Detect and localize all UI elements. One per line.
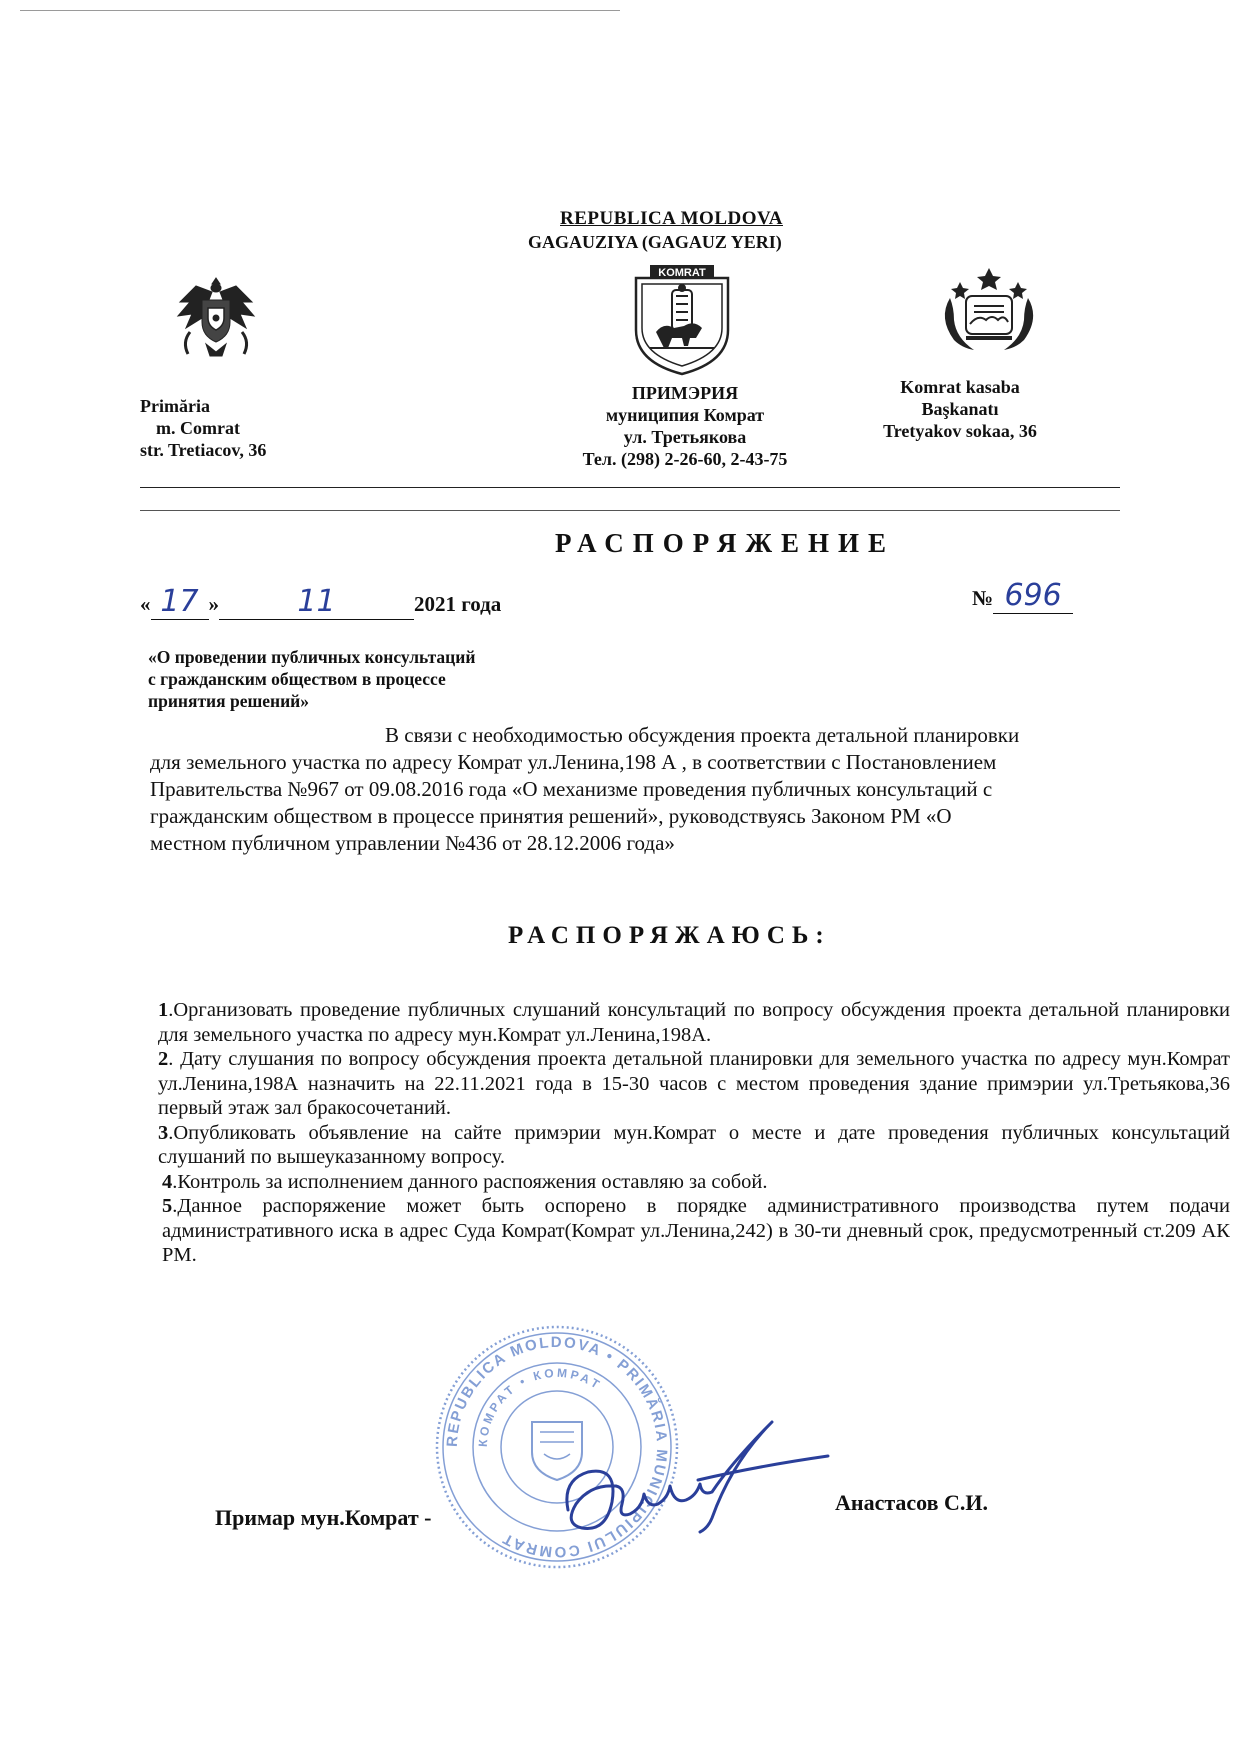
document-subject xyxy=(148,646,475,712)
center-address-line: муниципия Комрат xyxy=(605,405,765,425)
item-number: 4 xyxy=(162,1170,173,1193)
handwritten-signature xyxy=(548,1420,848,1550)
item-text: .Опубликовать объявление на сайте примэрии мун.Комрат о месте и дате проведения публичных консультаций слушаний по вышеуказанному вопросу. xyxy=(158,1121,1230,1168)
region-heading: GAGAUZIYA (GAGAUZ YERI) xyxy=(528,232,782,252)
right-address-line: Başkanatı xyxy=(921,399,999,419)
moldova-coat-of-arms-icon xyxy=(168,272,264,364)
subject-line: принятия решений» xyxy=(148,691,310,711)
document-title: РАСПОРЯЖЕНИЕ xyxy=(555,528,896,558)
decree-item xyxy=(158,1047,1230,1121)
item-text: .Данное распоряжение может быть оспорено в порядке административного производства путем подачи административного иска в адрес Суда Комрат(Комрат ул.Ленина,242) в 30-ти дневный срок, предусмотренный ст.209 АК РМ. xyxy=(162,1195,1230,1266)
number-label: № xyxy=(972,586,994,610)
preamble-line: для земельного участка по адресу Комрат ул.Ленина,198 А , в соответствии с Постановлением xyxy=(150,750,997,774)
subject-line: с гражданским обществом в процессе xyxy=(148,669,446,689)
item-number: 2 xyxy=(158,1048,169,1070)
decree-heading: РАСПОРЯЖАЮСЬ: xyxy=(508,922,831,949)
header-divider xyxy=(140,510,1120,511)
item-number: 1 xyxy=(158,999,169,1021)
item-text: .Организовать проведение публичных слушаний консультаций по вопросу обсуждения проекта детальной планировки для земельного участка по адресу мун.Комрат ул.Ленина,198А. xyxy=(158,999,1230,1046)
preamble-line: местном публичном управлении №436 от 28.12.2006 года» xyxy=(150,831,675,855)
date-month: 11 xyxy=(297,584,336,619)
decree-item xyxy=(158,1170,1230,1195)
number-value: 696 xyxy=(1004,578,1062,613)
date-year: 2021 года xyxy=(414,592,502,616)
right-address-block xyxy=(860,376,1060,442)
preamble-line: гражданским обществом в процессе принятия решений», руководствуясь Законом РМ «О xyxy=(150,804,952,828)
document-number xyxy=(972,578,1073,614)
header-divider xyxy=(140,487,1120,488)
gagauzia-emblem-icon xyxy=(930,262,1048,354)
subject-line: «О проведении публичных консультаций xyxy=(148,647,476,667)
left-address-line: Primăria xyxy=(140,396,210,416)
item-number: 5 xyxy=(162,1195,173,1217)
decree-item xyxy=(158,1194,1230,1268)
stamp-outer-text: REPUBLICA MOLDOVA • PRIMĂRIA MUNICIPIULUI COMRAT xyxy=(443,1333,671,1561)
left-address-line: str. Tretiacov, 36 xyxy=(140,440,267,460)
document-date xyxy=(140,584,501,620)
date-close-quote: » xyxy=(208,592,219,616)
center-address-line: ПРИМЭРИЯ xyxy=(631,383,739,403)
preamble-line: Правительства №967 от 09.08.2016 года «О механизме проведения публичных консультаций с xyxy=(150,777,993,801)
right-address-line: Komrat kasaba xyxy=(900,377,1020,397)
center-address-line: Тел. (298) 2-26-60, 2-43-75 xyxy=(582,449,788,469)
emblem-label: KOMRAT xyxy=(658,267,706,279)
date-open-quote: « xyxy=(140,592,151,616)
item-number: 3 xyxy=(158,1121,169,1144)
preamble-paragraph xyxy=(150,722,1210,857)
preamble-line: В связи с необходимостью обсуждения проекта детальной планировки xyxy=(385,723,1020,747)
left-address-block xyxy=(140,395,266,461)
right-address-line: Tretyakov sokaa, 36 xyxy=(883,421,1037,441)
decree-item xyxy=(158,1121,1230,1170)
left-address-line: m. Comrat xyxy=(156,418,240,438)
item-text: . Дату слушания по вопросу обсуждения проекта детальной планировки для земельного участка по адресу мун.Комрат ул.Ленина,198А назначить на 22.11.2021 года в 15-30 часов с местом проведения здание примэрии ул.Третьякова,36 первый этаж зал бракосочетаний. xyxy=(158,1048,1230,1119)
country-heading: REPUBLICA MOLDOVA xyxy=(560,208,783,229)
stamp-inner-text: КОМРАТ • КОМРАТ xyxy=(475,1365,605,1448)
komrat-emblem-icon xyxy=(632,262,732,376)
center-address-block xyxy=(550,382,820,470)
decree-items xyxy=(158,998,1230,1268)
center-address-line: ул. Третьякова xyxy=(623,427,747,447)
decree-item xyxy=(158,998,1230,1047)
signatory-role: Примар мун.Комрат - xyxy=(215,1505,432,1530)
scan-edge-line xyxy=(20,10,620,11)
date-day: 17 xyxy=(160,584,199,619)
signatory-name: Анастасов С.И. xyxy=(835,1490,989,1515)
item-text: .Контроль за исполнением данного распояжения оставляю за собой. xyxy=(172,1170,768,1193)
